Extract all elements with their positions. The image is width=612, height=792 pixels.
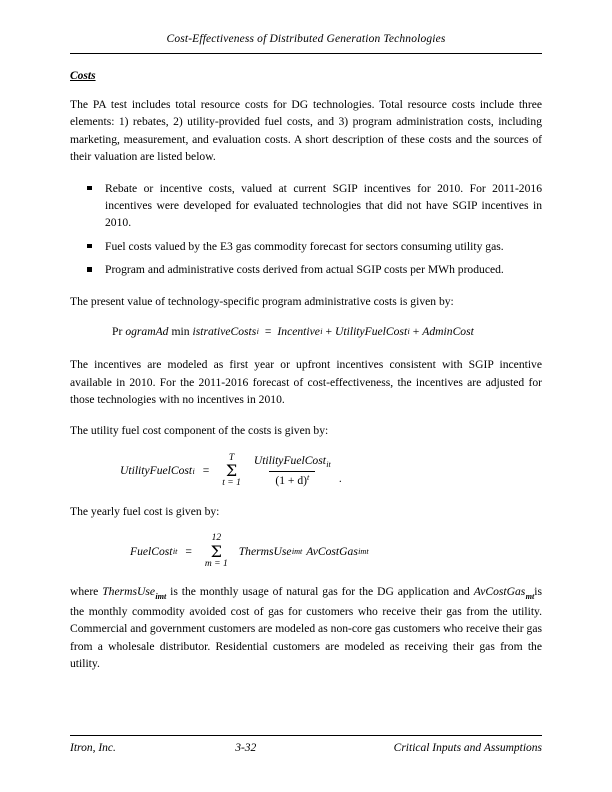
paragraph-closing [70,583,542,672]
list-item [70,180,542,232]
eq1-term-utilityfuelcost: UtilityFuelCost [335,324,408,338]
eq1-lhs-prefix: Pr [112,324,123,338]
eq2-lhs-subscript: i [192,466,195,476]
square-bullet-icon [87,186,92,191]
footer-company: Itron, Inc. [70,742,116,754]
eq3-term-avcostgas: AvCostGas [306,544,358,558]
header-rule [70,53,542,54]
eq2-numerator-subscript: it [326,460,331,470]
eq2-lhs: UtilityFuelCost [120,464,193,478]
eq2-denominator-exponent: t [307,473,310,483]
eq3-lhs-subscript: it [172,547,178,557]
eq1-term-admincost: AdminCost [422,324,474,338]
bullet-list [70,180,542,279]
paragraph-incentives-modeled: The incentives are modeled as first year or upfront incentives consistent with SGIP incentive available in 2010. For the 2011-2016 forecast of cost-effectiveness, the incentives are adjusted for those technologies with no incentives in 2010. [70,358,542,406]
eq1-lhs-part2: istrativeCosts [192,324,257,338]
eq2-trailing-period: . [338,471,342,485]
eq1-lhs-min: min [171,324,190,338]
eq1-term-utilityfuelcost-subscript: i [407,327,410,337]
closing-var-thermsuse-subscript: imt [155,591,167,601]
closing-mid: is the monthly usage of natural gas for the DG application and [166,585,474,599]
eq3-term-thermsuse: ThermsUse [238,544,292,558]
closing-var-avcostgas-subscript: mt [525,591,535,601]
eq1-plus-2: + [412,324,420,338]
equation-utility-fuel-cost [70,454,542,489]
list-item [70,238,542,255]
eq2-fraction [248,454,337,489]
eq1-lhs-part1: ogramAd [125,324,169,338]
eq2-sum-upper-limit: T [228,452,235,463]
closing-where: where [70,585,103,599]
list-item-text: Fuel costs valued by the E3 gas commodity forecast for sectors consuming utility gas. [105,239,504,253]
paragraph-intro: The PA test includes total resource costs for DG technologies. Total resource costs include three elements: 1) rebates, 2) utility-provided fuel costs, and 3) program administration costs, including marketing, measurement, and evaluation costs. A short description of these costs and the sources of their valuation are listed below. [70,98,542,164]
closing-var-thermsuse: ThermsUse [102,585,156,599]
eq3-sum-lower-limit: m = 1 [204,558,228,569]
eq3-term-thermsuse-subscript: imt [291,547,303,557]
closing-tail: is the monthly commodity avoided cost of gas for customers who receive their gas from the utility. Commercial and government customers are modeled as non-core gas customers who receive their gas from a wholesale distributor. Residential customers are modeled as receiving their gas from the utility. [70,585,542,671]
eq1-plus-1: + [325,324,333,338]
eq2-numerator-text: UtilityFuelCost [253,453,326,467]
running-header: Cost-Effectiveness of Distributed Generation Technologies [166,33,446,45]
paragraph-present-value-lead: The present value of technology-specific program administrative costs is given by: [70,294,454,308]
equation-program-administrative-costs [70,324,542,340]
eq3-equals: = [185,544,192,558]
closing-var-avcostgas: AvCostGas [473,585,526,599]
page-content [70,70,542,687]
eq3-sum-upper-limit: 12 [211,533,222,544]
footer-rule [70,735,542,736]
square-bullet-icon [87,244,92,249]
eq2-denominator-text: (1 + d) [275,474,308,488]
paragraph-utility-fuel-lead: The utility fuel cost component of the costs is given by: [70,424,329,438]
eq3-summation [205,534,228,569]
eq2-summation [222,454,241,489]
footer-page-number: 3-32 [235,742,257,754]
eq1-term-incentive: Incentive [277,324,320,338]
list-item-text: Rebate or incentive costs, valued at current SGIP incentives for 2010. For 2011-2016 incentives were developed for evaluated technologies that did not have SGIP incentives in 2010. [105,181,542,230]
sigma-icon: Σ [225,461,238,481]
eq3-term-avcostgas-subscript: imt [358,547,369,557]
eq2-numerator [248,454,337,472]
square-bullet-icon [87,267,92,272]
list-item [70,261,542,278]
paragraph-yearly-fuel-lead: The yearly fuel cost is given by: [70,504,220,518]
eq1-equals: = [264,324,272,338]
sigma-icon: Σ [210,541,222,561]
page-footer [70,742,542,754]
footer-chapter-title: Critical Inputs and Assumptions [393,742,542,754]
eq1-lhs-subscript: i [256,327,259,337]
list-item-text: Program and administrative costs derived from actual SGIP costs per MWh produced. [105,263,504,277]
eq2-denominator [269,471,315,489]
equation-yearly-fuel-cost [70,534,542,569]
eq2-sum-lower-limit: t = 1 [222,478,241,489]
section-heading-costs: Costs [70,70,96,82]
eq1-term-incentive-subscript: i [320,327,323,337]
eq3-lhs: FuelCost [130,544,173,558]
eq2-equals: = [202,464,210,478]
